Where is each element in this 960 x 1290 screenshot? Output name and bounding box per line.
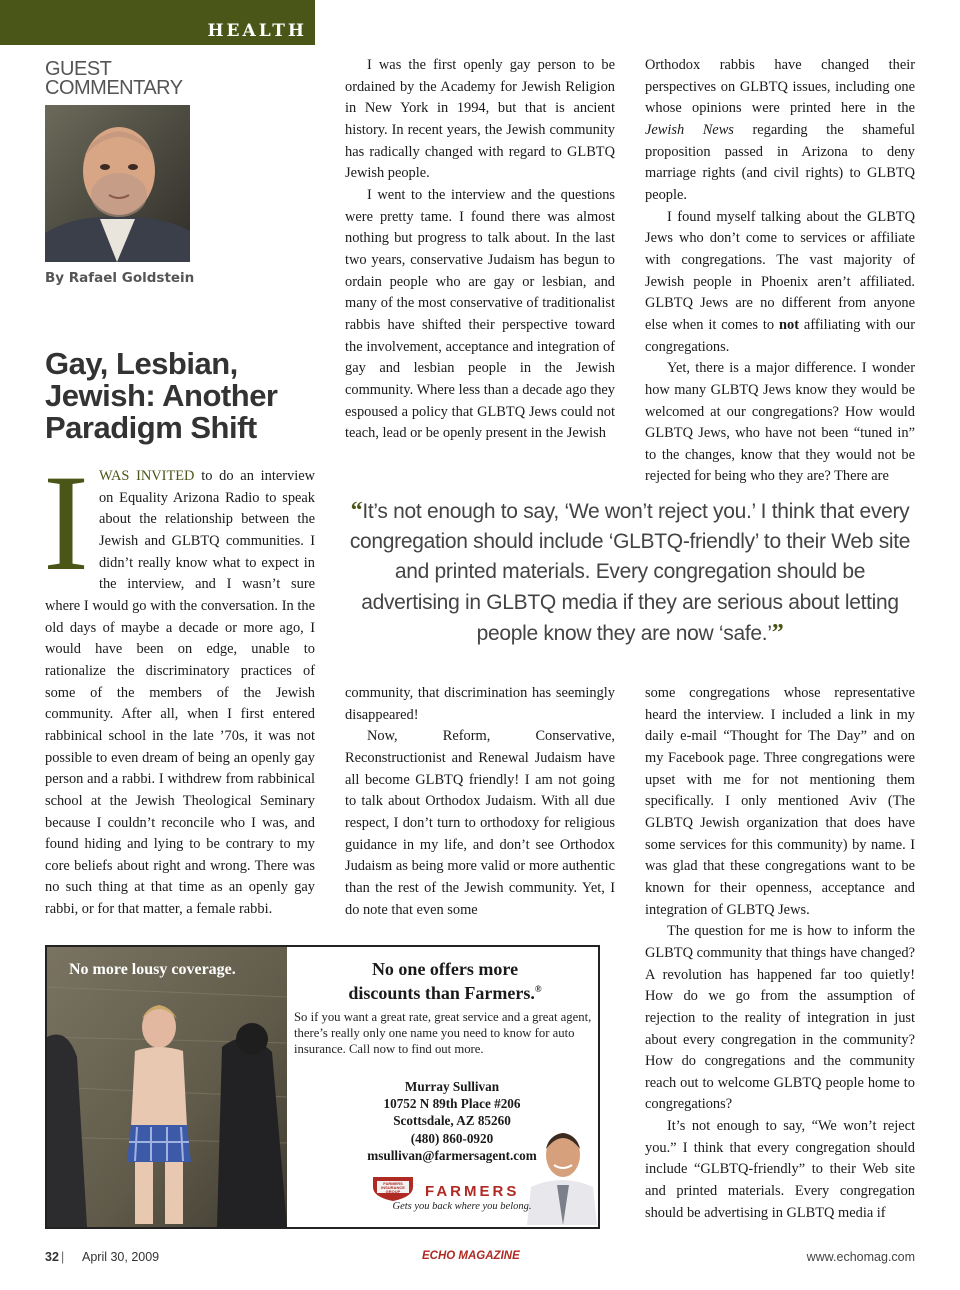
article-paragraph: community, that discrimination has seemingly disappeared! xyxy=(345,685,615,723)
article-column-2-top xyxy=(345,55,615,445)
section-label: HEALTH xyxy=(207,21,307,41)
article-paragraph xyxy=(43,446,315,921)
headline-line2: Jewish: Another xyxy=(45,378,278,413)
author-portrait-graphic xyxy=(45,105,190,262)
article-column-3-bottom xyxy=(645,683,915,1224)
article-paragraph: Now, Reform, Conservative, Reconstructionist and Renewal Judaism have all become GLBTQ friendly! I am not going to talk about Orthodox Judaism. With all due respect, I don’t turn to orthodoxy for religious guidance in my life, and don’t see Orthodox Judaism as being more valid or more authentic than the rest of the Jewish community. Yet, I do note that even some xyxy=(345,728,615,918)
author-photo xyxy=(45,105,190,262)
section-tab xyxy=(0,0,315,45)
logo-line-3: GROUP xyxy=(385,1189,401,1194)
farmers-shield-icon xyxy=(369,1173,417,1203)
farmers-logo xyxy=(365,1171,565,1217)
paragraph-text: to do an interview on Equality Arizona Radio to speak about the relationship between the Jewish and GLBTQ communities. I didn’t really know what to expect in the interview, and I wasn’t sure where I would go with the conversation. In the old days of maybe a decade or more ago, I would have been on edge, unable to rationalize the discriminatory practices of some of the members of the Jewish community. After all, when I first entered rabbinical school in the late ’70s, it was not possible to even dream of being an openly gay person and a rabbi. I withdrew from rabbinical school at the Jewish Theological Seminary because I couldn’t reconcile who I was, and found hiding and lying to be contrary to my core beliefs about right and wrong. There was no such thing at that time as an openly gay rabbi, or for that matter, a female rabbi. xyxy=(45,468,315,918)
paragraph-text: regarding the shameful proposition passed in Arizona to deny marriage rights (and civil rights) to GLBTQ people. xyxy=(645,121,916,203)
article-paragraph xyxy=(645,207,915,359)
byline: By Rafael Goldstein xyxy=(45,270,195,286)
footer-separator: | xyxy=(61,1250,65,1264)
article-paragraph: I was the first openly gay person to be ordained by the Academy for Jewish Religion in New York in 1994, but that is ancient history. In recent years, the Jewish community has radically changed with regard to GLBTQ Jewish people. xyxy=(345,57,615,182)
lead-in-caps: WAS INVITED xyxy=(98,468,195,484)
publication-name: Jewish News xyxy=(645,121,734,138)
ad-headline-line1: No one offers more xyxy=(371,959,519,979)
guest-label-line1: GUEST xyxy=(45,58,112,80)
article-paragraph: some congregations whose representative heard the interview. I included a link in my daily e-mail “Thought for The Day” and on my Facebook page. Three congregations were upset with me for not mentioning them specifically. I only mentioned Aviv (The GLBTQ Jewish organization that does have some services for this community) by name. I was glad that these congregations want to be known for their openness, acceptance and integration of GLBTQ Jews. xyxy=(645,685,915,918)
logo-line-1: FARMERS xyxy=(383,1181,403,1186)
headline-line1: Gay, Lesbian, xyxy=(45,346,238,381)
pull-quote xyxy=(345,496,915,649)
article-paragraph xyxy=(645,55,915,207)
paragraph-text: Orthodox rabbis have changed their perspectives on GLBTQ issues, including one whose opinions were printed here in the xyxy=(645,57,915,117)
ad-headline-line2 xyxy=(305,979,585,1003)
page-footer xyxy=(45,1250,915,1266)
agent-address-line2: Scottsdale, AZ 85260 xyxy=(393,1113,511,1129)
drop-cap: I xyxy=(43,446,89,599)
guest-commentary-label xyxy=(45,60,183,98)
farmers-brand: FARMERS xyxy=(425,1183,520,1200)
ad-tagline: No more lousy coverage. xyxy=(69,961,236,978)
guest-label-line2: COMMENTARY xyxy=(45,77,183,99)
page-number: 32 xyxy=(45,1250,59,1264)
registered-mark: ® xyxy=(534,984,542,994)
paragraph-text: affiliating with our congregations. xyxy=(645,316,915,355)
ad-headline xyxy=(305,959,585,1003)
ad-photo-graphic xyxy=(47,947,287,1227)
article-column-1 xyxy=(43,446,315,921)
headline-line3: Paradigm Shift xyxy=(45,410,257,445)
close-quote-mark: ” xyxy=(771,619,784,646)
ad-body: So if you want a great rate, great service and a great agent, there’s really only one name you need to know for auto insurance. Call now to find out more. xyxy=(294,1010,592,1056)
farmers-slogan: Gets you back where you belong. xyxy=(392,1201,532,1212)
pull-quote-text: It’s not enough to say, ‘We won’t reject you.’ I think that every congregation should include ‘GLBTQ-friendly’ to their Web site and printed materials. Every congregation should be advertising in GLBTQ media if they are serious about letting people know they are now ‘safe.’ xyxy=(349,500,911,645)
ad-photo xyxy=(47,947,287,1227)
farmers-advertisement[interactable] xyxy=(45,945,600,1229)
issue-date: April 30, 2009 xyxy=(82,1250,160,1264)
logo-line-2: INSURANCE xyxy=(381,1185,405,1190)
emphasis-text: not xyxy=(779,316,800,333)
agent-name: Murray Sullivan xyxy=(404,1079,500,1094)
ad-headline-text: discounts than Farmers. xyxy=(348,983,535,1003)
article-column-3-top xyxy=(645,55,915,488)
open-quote-mark: “ xyxy=(350,498,363,524)
ad-contact-block xyxy=(367,1078,537,1164)
agent-phone[interactable]: (480) 860-0920 xyxy=(410,1130,494,1146)
article-paragraph: The question for me is how to inform the GLBTQ community that things have changed? A revolution has happened far too quietly! How do we go from the assumption of rejection to the reality of integration in just about every congregation in the community? How do congregations and the community reach out to welcome GLBTQ people home to congregations? xyxy=(645,923,915,1113)
article-paragraph: It’s not enough to say, “We won’t reject you.” I think that every congregation should include “GLBTQ-friendly” to their Web site and printed materials. Every congregation should be advertising in GLBTQ media if xyxy=(645,1118,915,1221)
agent-address-line1: 10752 N 89th Place #206 xyxy=(383,1096,521,1112)
magazine-name: ECHO MAGAZINE xyxy=(422,1250,520,1262)
website-url[interactable]: www.echomag.com xyxy=(806,1250,915,1264)
agent-email[interactable]: msullivan@farmersagent.com xyxy=(367,1147,537,1163)
article-paragraph: Yet, there is a major difference. I wonder how many GLBTQ Jews know they would be welcomed at our congregations? How would GLBTQ Jews, who have not been “tuned in” to the changes, know that they would not be rejected for being who they are? There are xyxy=(645,360,915,485)
article-headline xyxy=(45,348,315,444)
paragraph-text: I found myself talking about the GLBTQ Jews who don’t come to services or affiliate with congregations. The vast majority of Jewish people in Phoenix aren’t affiliated. GLBTQ Jews are no different from anyone else when it comes to xyxy=(645,208,915,333)
article-column-2-bottom xyxy=(345,683,615,921)
article-paragraph: I went to the interview and the questions were pretty tame. I found there was almost nothing but progress to talk about. In the last two years, conservative Judaism has begun to ordain people who are gay or lesbian, and many of the most conservative of traditionalist rabbis have shifted their perspective toward the involvement, acceptance and integration of gay and lesbian people in the Jewish community. Where less than a decade ago they espoused a policy that GLBTQ Jews could not teach, lead or be openly present in the Jewish xyxy=(345,186,615,442)
